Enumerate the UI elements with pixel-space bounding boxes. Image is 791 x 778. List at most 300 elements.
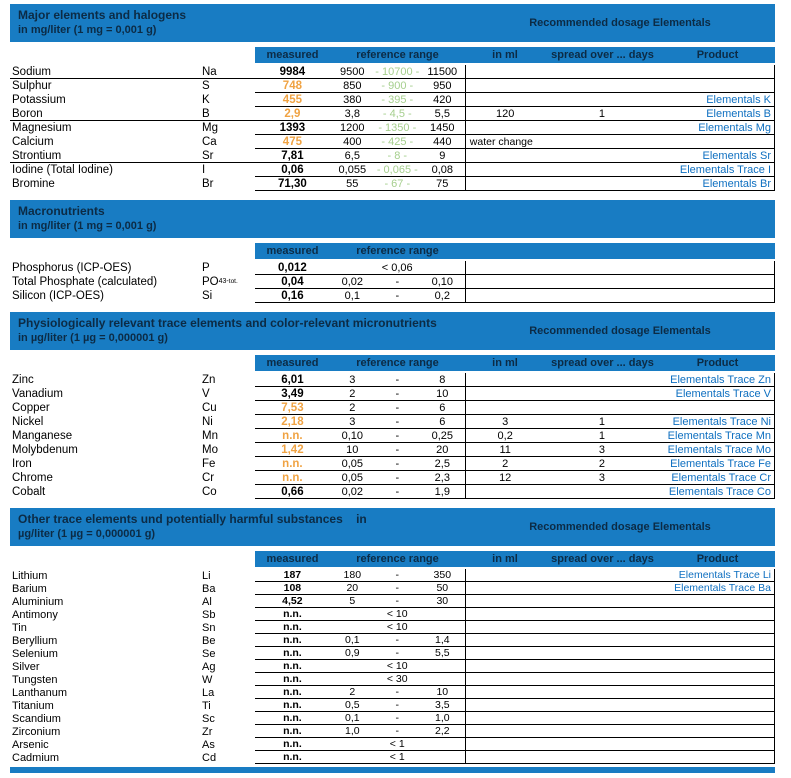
column-headers [255,243,775,259]
element-name: Lanthanum [12,686,68,699]
dosage-ml [465,401,545,414]
section-header-bar [10,4,775,42]
reference-mid: - 425 - [381,135,414,148]
element-symbol: Mn [202,430,218,442]
col-product: Product [696,49,739,61]
dosage-days [545,699,660,711]
dosage-days [545,725,660,737]
col-measured: measured [266,49,319,61]
reference-low: 10 [346,443,359,456]
dosage-ml [465,738,545,750]
reference-low: 0,02 [341,485,363,498]
reference-high: 0,25 [431,429,453,442]
element-name: Bromine [12,178,55,190]
dosage-ml [465,660,545,672]
element-symbol: Ni [202,416,213,428]
table-row [10,373,775,387]
element-symbol: PO 4 3- tot. [202,276,238,288]
element-symbol: As [202,738,215,751]
measured-value: n.n. [283,751,302,763]
dosage-days [545,485,660,498]
measured-value: n.n. [283,712,302,724]
col-in-ml [465,243,545,259]
table-row [10,387,775,401]
element-symbol: Sb [202,608,216,621]
reference-low: 0,9 [344,647,360,659]
reference-low: 5 [349,595,356,607]
reference-limit: < 10 [386,608,408,620]
element-symbol: Ca [202,136,217,148]
element-symbol: Ba [202,582,216,595]
dosage-ml: 2 [465,457,545,470]
element-symbol: Cd [202,751,217,764]
measured-value: 4,52 [282,595,303,607]
reference-range [330,401,465,414]
element-name: Nickel [12,416,44,428]
product-name [659,595,774,607]
reference-high: 3,5 [434,699,450,711]
reference-low: 0,02 [341,275,363,288]
product-name: Elementals Trace Mn [667,429,771,442]
reference-range [330,261,465,274]
reference-range [330,93,465,106]
element-name: Silver [12,660,40,673]
dosage-days [545,686,660,698]
dosage-days [545,121,660,134]
dosage-label: Recommended dosage Elementals [529,325,711,337]
dosage-ml: 11 [465,443,545,456]
reference-mid: - [395,582,400,594]
table-row [10,443,775,457]
row-values [255,686,775,699]
col-spread-days: spread over ... days [551,553,654,565]
reference-range [330,582,465,594]
product-name [659,261,774,274]
reference-high: 10 [436,686,449,698]
measured-value: 0,06 [281,163,304,176]
reference-low: 2 [349,401,356,414]
product-name: Elementals Trace Ba [674,582,771,594]
dosage-ml [465,569,545,581]
reference-high: 20 [436,443,449,456]
reference-range [330,65,465,78]
measured-value: 1,42 [281,443,304,456]
element-name: Arsenic [12,738,49,751]
reference-low: 9500 [340,65,365,78]
element-symbol: Mg [202,122,218,134]
measured-value: 9984 [279,65,306,78]
measured-value: 7,53 [281,401,304,414]
reference-low: 0,5 [344,699,360,711]
reference-high: 9 [439,149,446,162]
reference-low: 55 [346,177,359,190]
dosage-ml [465,686,545,698]
dosage-days [544,621,659,633]
dosage-days [545,289,660,302]
row-values [255,595,775,608]
dosage-ml [465,93,545,106]
product-name: Elementals Trace I [679,163,771,176]
measured-value: 0,16 [281,289,304,302]
dosage-days [544,261,659,274]
element-name: Beryllium [12,634,58,647]
table-row [10,107,775,121]
row-values [255,415,775,429]
reference-range [330,634,465,646]
measured-value: 108 [283,582,302,594]
dosage-ml [465,275,545,288]
element-symbol: Na [202,65,255,79]
table-rows [10,261,775,303]
reference-mid: - 8 - [387,149,408,162]
reference-mid: - 900 - [381,79,414,92]
reference-mid: - [395,401,400,414]
product-name: Elementals Trace Fe [670,457,771,470]
element-name: Zinc [12,374,34,386]
measured-value: n.n. [283,660,302,672]
product-name: Elementals Trace Li [678,569,771,581]
reference-low: 0,055 [338,163,367,176]
dosage-days [544,673,659,685]
element-name: Chrome [12,472,53,484]
dosage-ml: 120 [465,107,545,120]
dosage-label: Recommended dosage Elementals [529,521,711,533]
reference-high: 0,10 [431,275,453,288]
reference-low: 2 [349,686,356,698]
row-values [255,149,775,163]
product-name: Elementals Mg [698,121,771,134]
col-measured: measured [266,357,319,369]
dosage-days: 2 [598,457,605,470]
table-rows [10,569,775,764]
reference-range [330,595,465,607]
measured-value: 475 [282,135,302,148]
element-symbol: Ag [202,660,216,673]
reference-low: 1,0 [344,725,360,737]
dosage-days [544,738,659,750]
reference-range [330,121,465,134]
table-row [10,660,775,673]
dosage-label: Recommended dosage Elementals [529,17,711,29]
reference-range [330,686,465,698]
dosage-ml [465,712,545,724]
column-headers [255,47,775,63]
dosage-days [545,149,660,162]
product-name: Elementals Trace V [675,387,771,400]
dosage-days [545,373,660,386]
product-name [659,647,774,659]
reference-low: 0,1 [344,634,360,646]
reference-range [330,289,465,302]
dosage-ml: 12 [465,471,545,484]
dosage-ml [465,647,545,659]
measured-value: 7,81 [281,149,304,162]
reference-high: 950 [433,79,452,92]
reference-high: 30 [436,595,449,607]
dosage-days [544,660,659,672]
element-name: Potassium [12,94,66,106]
row-values [255,121,775,135]
row-values [255,177,775,191]
dosage-days [545,634,660,646]
dosage-days [545,65,660,78]
row-values [255,261,775,275]
reference-mid: - [395,373,400,386]
dosage-days: 1 [598,107,605,120]
measured-value: n.n. [282,429,303,442]
reference-mid: - [395,457,400,470]
product-name [659,686,774,698]
element-symbol: Al [202,595,212,608]
dosage-ml [465,582,545,594]
element-name: Sulphur [12,80,52,92]
product-name [659,660,774,672]
product-name [659,621,774,633]
row-values [255,373,775,387]
reference-low: 0,10 [341,429,363,442]
row-values [255,485,775,499]
reference-high: 8 [439,373,446,386]
row-values [255,79,775,93]
measured-value: n.n. [283,647,302,659]
reference-range [330,699,465,711]
dosage-days [545,582,660,594]
dosage-days [545,647,660,659]
table-row [10,289,775,303]
measured-value: n.n. [283,608,302,620]
product-name [659,738,774,750]
reference-high: 5,5 [434,107,450,120]
product-name: Elementals Trace Zn [670,373,771,386]
row-values [255,634,775,647]
dosage-ml [465,485,545,498]
element-symbol: Sc [202,712,215,725]
reference-range [330,429,465,442]
element-name: Strontium [10,149,202,163]
reference-mid: - 395 - [381,93,414,106]
table-row [10,634,775,647]
measured-value: 455 [282,93,302,106]
product-name [659,65,774,78]
element-name: Magnesium [12,122,72,134]
reference-range [330,712,465,724]
reference-low: 1200 [340,121,365,134]
reference-mid: - [395,569,400,581]
col-product: Product [696,357,739,369]
reference-range [330,107,465,120]
reference-low: 3 [349,373,356,386]
measured-value: n.n. [283,686,302,698]
reference-high: 1,9 [434,485,450,498]
element-name: Calcium [12,136,54,148]
measured-value: n.n. [283,634,302,646]
reference-high: 2,2 [434,725,450,737]
row-values [255,673,775,686]
table-row [10,121,775,135]
reference-range [330,725,465,737]
reference-low: 2 [349,387,356,400]
section-title: Major elements and halogens [18,8,187,22]
dosage-days [545,275,660,288]
measured-value: 748 [282,79,302,92]
element-symbol: W [202,673,213,686]
reference-limit: < 0,06 [381,261,413,274]
col-in-ml: in ml [492,357,518,369]
table-row [10,673,775,686]
section-subtitle: in mg/liter (1 mg = 0,001 g) [18,24,157,36]
element-symbol: Br [202,178,214,190]
dosage-ml [465,177,545,190]
reference-range [330,163,465,176]
row-values [255,275,775,289]
dosage-ml [465,621,545,633]
element-symbol: Si [202,290,213,302]
reference-high: 6 [439,415,446,428]
section-header-bar [10,312,775,350]
element-name: Molybdenum [12,444,78,456]
dosage-days [545,401,660,414]
element-symbol: Mo [202,444,218,456]
element-symbol: Sn [202,621,216,634]
reference-low: 6,5 [344,149,360,162]
reference-high: 440 [433,135,452,148]
table-row [10,135,775,149]
reference-mid: - [395,387,400,400]
reference-range [330,660,465,672]
analysis-report [10,4,775,773]
dosage-days: 1 [598,429,605,442]
element-name: Iron [12,458,32,470]
row-values [255,751,775,764]
row-values [255,647,775,660]
reference-mid: - [395,429,400,442]
reference-limit: < 10 [386,621,408,633]
element-name: Vanadium [12,388,63,400]
dosage-ml [465,261,545,274]
reference-mid: - [395,647,400,659]
reference-range [330,751,465,763]
reference-high: 50 [436,582,449,594]
table-row [10,582,775,595]
reference-high: 420 [433,93,452,106]
col-reference-range: reference range [356,357,439,369]
element-name: Copper [12,402,50,414]
reference-low: 850 [343,79,362,92]
col-in-ml: in ml [492,553,518,565]
table-row [10,471,775,485]
reference-low: 20 [346,582,359,594]
section-trace-micronutrients [10,312,775,499]
col-product [660,243,775,259]
measured-value: n.n. [283,673,302,685]
product-name: Elementals Trace Co [668,485,771,498]
row-values [255,608,775,621]
reference-range [330,443,465,456]
reference-range [330,647,465,659]
element-symbol: Li [202,569,211,582]
element-symbol: Sr [202,149,255,163]
table-row [10,647,775,660]
dosage-days [544,608,659,620]
table-row [10,595,775,608]
col-spread-days: spread over ... days [551,357,654,369]
table-row [10,569,775,582]
col-in-ml: in ml [492,49,518,61]
element-symbol: Ti [202,699,211,712]
product-name [659,712,774,724]
reference-range [330,79,465,92]
table-row [10,415,775,429]
table-row [10,699,775,712]
element-name: Manganese [12,430,73,442]
element-name: Cadmium [12,751,60,764]
table-row [10,401,775,415]
element-name: Tin [12,621,27,634]
element-symbol: La [202,686,215,699]
row-values [255,471,775,485]
reference-low: 180 [343,569,362,581]
dosage-days [544,751,659,763]
measured-value: n.n. [282,471,303,484]
dosage-ml [465,387,545,400]
section-header-bar [10,508,775,546]
measured-value: n.n. [283,738,302,750]
table-row [10,261,775,275]
product-name: Elementals Sr [702,149,771,162]
reference-range [330,569,465,581]
reference-mid: - [395,725,400,737]
product-name: Elementals B [706,107,771,120]
table-row [10,621,775,634]
product-name [659,135,774,148]
element-name: Phosphorus (ICP-OES) [12,262,132,274]
row-values [255,725,775,738]
measured-value: 187 [283,569,302,581]
reference-range [330,457,465,470]
section-title: Physiologically relevant trace elements and color-relevant micronutrients [18,316,437,330]
dosage-ml [465,725,545,737]
table-row [10,686,775,699]
section-macronutrients [10,200,775,303]
reference-range [330,471,465,484]
next-section-bar-cutoff [10,767,775,773]
dosage-days [545,79,660,92]
col-spread-days: spread over ... days [551,49,654,61]
reference-range [330,177,465,190]
element-name: Cobalt [12,486,46,498]
reference-high: 5,5 [434,647,450,659]
reference-range [330,149,465,162]
measured-value: n.n. [283,725,302,737]
reference-mid: - [395,471,400,484]
element-name: Lithium [12,569,48,582]
col-reference-range: reference range [356,245,439,257]
measured-value: 1393 [279,121,306,134]
dosage-days [545,595,660,607]
row-values [255,738,775,751]
reference-limit: < 10 [386,660,408,672]
dosage-ml: water change [465,135,545,148]
row-values [255,621,775,634]
element-symbol: Co [202,486,217,498]
reference-low: 400 [343,135,362,148]
element-symbol: Se [202,647,216,660]
dosage-days [545,712,660,724]
measured-value: 0,04 [281,275,304,288]
col-spread-days [545,243,660,259]
section-header-bar [10,200,775,238]
section-major-elements [10,4,775,191]
